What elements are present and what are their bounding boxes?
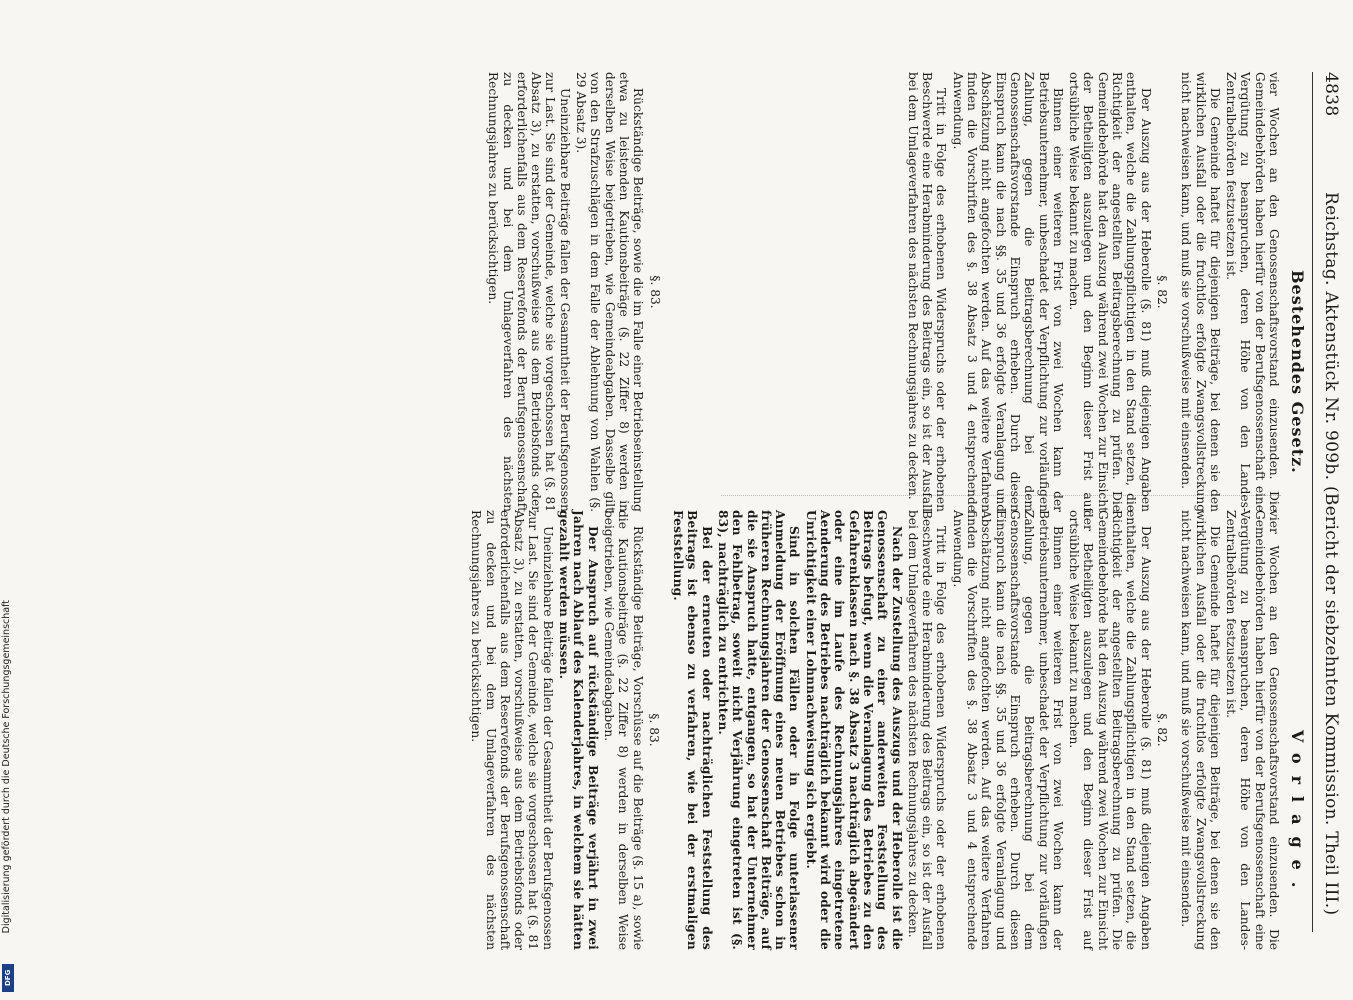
new-paragraph: Bei der erneuten oder nachträglichen Feststellung des Beitrags ist ebenso zu verfahren, wie bei der erstmaligen Feststellung. (671, 510, 714, 950)
paragraph: Tritt in Folge des erhobenen Widerspruchs oder der erhobenen Beschwerde eine Herabminderung des Beitrags ein, so ist der Ausfall bei dem Umlageverfahren des nächsten Rechnungsjahres zu decken. (905, 510, 949, 950)
paragraph: Rückständige Beiträge, Vorschüsse auf die Beiträge (§. 15 a), sowie die Kautionsbeiträge (§. 22 Ziffer 8) werden in derselben Weise beigetrieben, wie Gemeindeabgaben. (601, 510, 645, 950)
new-paragraph: Nach der Zustellung des Auszugs und der Heberolle ist die Genossenschaft zu einer anderweiten Feststellung des Beitrags befugt, wenn die Veranlagung des Betriebes zu den Gefahrenklassen nach §. 38 Absatz 3 nachträglich abgeändert oder eine im Laufe des Rechnungsjahres eingetretene Aenderung des Betriebes nachträglich bekannt wird oder die Unrichtigkeit einer Lohnnachweisung sich ergiebt. (803, 510, 904, 950)
digitization-credit: Digitalisierung gefördert durch die Deutsche Forschungsgemeinschaft (1, 600, 12, 934)
paragraph: Binnen einer weiteren Frist von zwei Wochen kann der Betriebsunternehmer, unbeschadet der Verpflichtung zur vorläufigen Zahlung, gegen die Beitragsberechnung bei dem Genossenschaftsvorstande Einspruch erheben. Durch diesen Einspruch kann die nach §§. 35 und 36 erfolgte Veranlagung und Abschätzung nicht angefochten werden. Auf das weitere Verfahren finden die Vorschriften des §. 38 Absatz 3 und 4 entsprechende Anwendung. (950, 510, 1065, 950)
left-column-heading: Bestehendes Gesetz. (1288, 270, 1307, 474)
paragraph: vier Wochen an den Genossenschaftsvorstand einzusenden. Die Gemeindebehörden haben hierfür von der Berufsgenossenschaft eine Vergütung zu beanspruchen, deren Höhe von den Landes-Zentralbehörden festzusetzen ist. (1224, 72, 1281, 512)
paragraph: Die Gemeinde haftet für diejenigen Beiträge, bei denen sie den wirklichen Ausfall oder die fruchtlos erfolgte Zwangsvollstreckung nicht nachweisen kann, und muß sie vorschußweise mit einsenden. (1179, 72, 1222, 512)
left-column-existing-law (484, 72, 1281, 512)
paragraph: Tritt in Folge des erhobenen Widerspruchs oder der erhobenen Beschwerde eine Herabminderung des Beitrags ein, so ist der Ausfall bei dem Umlageverfahren des nächsten Rechnungsjahres zu decken. (905, 72, 949, 512)
new-paragraph: Der Anspruch auf rückständige Beiträge verjährt in zwei Jahren nach Ablauf des Kalenderjahres, in welchem sie hätten gezahlt werden müssen. (557, 510, 600, 950)
right-column-heading: Vorlage. (1288, 730, 1307, 900)
paragraph: vier Wochen an den Genossenschaftsvorstand einzusenden. Die Gemeindebehörden haben hierfür von der Berufsgenossenschaft eine Vergütung zu beanspruchen, deren Höhe von den Landes-Zentralbehörden festzusetzen ist. (1224, 510, 1281, 950)
page-number: 4838 (1321, 72, 1341, 117)
running-title: Reichstag. Aktenstück Nr. 909b. (Bericht der siebzehnten Kommission. Theil III.) (1321, 192, 1341, 916)
section-heading: §. 83. (646, 713, 661, 747)
page-header (1315, 72, 1341, 932)
dfg-logo-icon: DFG (2, 964, 14, 992)
paragraph: Uneinziehbare Beiträge fallen der Gesammtheit der Berufsgenossen zur Last. Sie sind der Gemeinde, welche sie vorgeschossen hat (§. 81 Absatz 3), zu erstatten, vorschußweise aus dem Betriebsfonds oder erforderlichenfalls aus dem Reservefonds der Berufsgenossenschaft zu decken und bei dem Umlageverfahren des nächsten Rechnungsjahres zu berücksichtigen. (469, 510, 555, 950)
paragraph: Binnen einer weiteren Frist von zwei Wochen kann der Betriebsunternehmer, unbeschadet der Verpflichtung zur vorläufigen Zahlung, gegen die Beitragsberechnung bei dem Genossenschaftsvorstande Einspruch erheben. Durch diesen Einspruch kann die nach §§. 35 und 36 erfolgte Veranlagung und Abschätzung nicht angefochten werden. Auf das weitere Verfahren finden die Vorschriften des §. 38 Absatz 3 und 4 entsprechende Anwendung. (950, 72, 1065, 512)
section-heading: §. 83. (647, 275, 662, 309)
section-heading: §. 82. (1154, 713, 1169, 747)
new-paragraph: Sind in solchen Fällen oder in Folge unterlassener Anmeldung der Eröffnung eines neuen Betriebes schon in früheren Rechnungsjahren der Genossenschaft Beiträge, auf die sie Anspruch hatte, entgangen, so hat der Unternehmer den Fehlbetrag, soweit nicht Verjährung eingetreten ist (§. 83), nachträglich zu entrichten. (716, 510, 802, 950)
header-rule (1312, 72, 1313, 932)
paragraph: Der Auszug aus der Heberolle (§. 81) muß diejenigen Angaben enthalten, welche die Zahlungspflichtigen in den Stand setzen, die Richtigkeit der angestellten Beitragsberechnung zu prüfen. Die Gemeindebehörde hat den Auszug während zwei Wochen zur Einsicht der Betheiligten auszulegen und den Beginn dieser Frist auf ortsübliche Weise bekannt zu machen. (1067, 510, 1153, 950)
paragraph: Der Auszug aus der Heberolle (§. 81) muß diejenigen Angaben enthalten, welche die Zahlungspflichtigen in den Stand setzen, die Richtigkeit der angestellten Beitragsberechnung zu prüfen. Die Gemeindebehörde hat den Auszug während zwei Wochen zur Einsicht der Betheiligten auszulegen und den Beginn dieser Frist auf ortsübliche Weise bekannt zu machen. (1067, 72, 1153, 512)
paragraph: Die Gemeinde haftet für diejenigen Beiträge, bei denen sie den wirklichen Ausfall oder die fruchtlos erfolgte Zwangsvollstreckung nicht nachweisen kann, und muß sie vorschußweise mit einsenden. (1179, 510, 1222, 950)
paragraph: Rückständige Beiträge, sowie die im Falle einer Betriebseinstellung etwa zu leistenden Kautionsbeiträge (§. 22 Ziffer 8) werden in derselben Weise beigetrieben, wie Gemeindeabgaben. Dasselbe gilt von den Strafzuschlägen in dem Falle der Ablehnung von Wahlen (§. 29 Absatz 3). (574, 72, 646, 512)
column-gap (672, 72, 904, 512)
right-column-proposal (467, 510, 1281, 950)
paragraph: Uneinziehbare Beiträge fallen der Gesammtheit der Berufsgenossen zur Last. Sie sind der Gemeinde, welche sie vorgeschossen hat (§. 81 Absatz 3), zu erstatten, vorschußweise aus dem Betriebsfonds oder erforderlichenfalls aus dem Reservefonds der Berufsgenossenschaft zu decken und bei dem Umlageverfahren des nächsten Rechnungsjahres zu berücksichtigen. (486, 72, 572, 512)
section-heading: §. 82. (1154, 275, 1169, 309)
